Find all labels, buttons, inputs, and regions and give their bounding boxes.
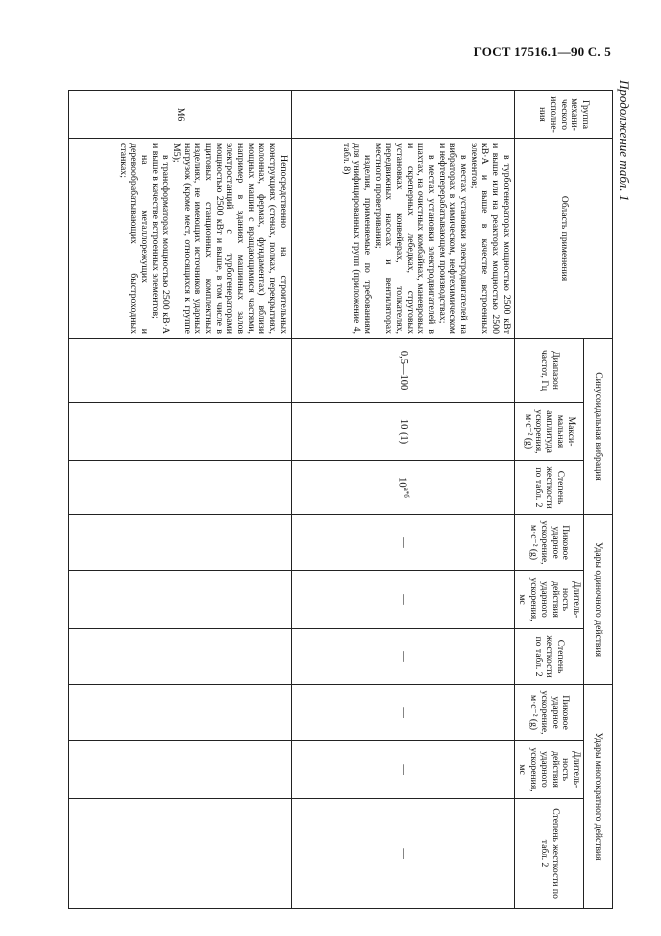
row2-cell — [69, 629, 292, 685]
row1-para: в местах установки электродвигателей в шахтах, на очистных комбайнах, маневровых и скреперных лебедках, струговых установках конвейерах, толкателях, передвижных насосах и вентиляторах местного проветривания; — [372, 143, 437, 334]
row1-freq: 0,5—100 — [291, 339, 514, 403]
col-area-header: Область применения — [514, 139, 612, 339]
row2-cell — [69, 403, 292, 461]
row2-cell — [69, 741, 292, 799]
row2-cell — [69, 461, 292, 515]
col-single-deg: Степень жесткости по табл. 2 — [514, 629, 583, 685]
col-sin-freq: Диапазон частот, Гц — [514, 339, 583, 403]
col-single-dur: Длитель-ность действия ударного ускорения, мс — [514, 571, 583, 629]
col-multi-dur: Длитель-ность действия ударного ускорения, мс — [514, 741, 583, 799]
row2-cell — [69, 515, 292, 571]
row1-deg-sin-value: 10 — [396, 477, 408, 488]
row2-para: Непосредственно на строительных конструкциях (стенах, полках, перекрытиях, колоннах, фермах, фундаментах) вблизи мощных машин с вращающимися частями, например в зданиях машинных залов электростанций с турбогенераторами мощностью 2500 кВт и выше, в том числе в щитовых станционных комплектных изделиях, не имеющих источников ударных нагрузок (кроме мест, относящихся к группе М5); — [171, 143, 289, 334]
row1-multi-peak: — — [291, 685, 514, 741]
row2-group: М6 — [69, 91, 292, 139]
row1-single-dur: — — [291, 571, 514, 629]
row1-para: изделия, применяемые по требованиям для унифицированных групп (приложение 4, табл. 8) — [340, 143, 373, 334]
col-sin-amp: Макси-мальная амплитуда ускорения, м·с⁻² (g) — [514, 403, 583, 461]
row2-cell — [69, 799, 292, 909]
table-row — [69, 91, 292, 909]
col-group-header: Группа механи-ческого исполне-ния — [514, 91, 612, 139]
col-sin-header: Синусоидальная вибрация — [584, 339, 613, 515]
row1-amp: 10 (1) — [291, 403, 514, 461]
row2-area — [69, 139, 292, 339]
row1-single-peak: — — [291, 515, 514, 571]
col-single-header: Удары одиночного действия — [584, 515, 613, 685]
row2-para: в трансформаторах мощностью 2500 кВ·А и выше в качестве встроенных элементов; — [149, 143, 172, 334]
row2-cell — [69, 571, 292, 629]
row1-deg-sin-sup: а*б — [402, 487, 411, 498]
page-header: ГОСТ 17516.1—90 С. 5 — [473, 44, 611, 59]
col-multi-peak: Пиковое ударное ускорение, м·с⁻² (g) — [514, 685, 583, 741]
row2-para: на металлорежущих и деревообрабатывающих быстроходных станках; — [117, 143, 151, 334]
table-row — [291, 91, 514, 909]
col-multi-deg: Степень жесткости по табл. 2 — [514, 799, 583, 909]
col-single-peak: Пиковое ударное ускорение, м·с⁻² (g) — [514, 515, 583, 571]
row1-deg-sin — [291, 461, 514, 515]
rotated-table-container — [68, 90, 613, 908]
col-multi-header: Удары многократного действия — [584, 685, 613, 909]
row1-para: в турбогенераторах мощностью 2500 кВт и выше или на реакторах мощностью 2500 кВ·А и выше в качестве встроенных элементов; — [468, 143, 512, 334]
row2-cell — [69, 339, 292, 403]
specs-table — [68, 90, 613, 909]
row2-cell — [69, 685, 292, 741]
col-sin-deg: Степень жесткости по табл. 2 — [514, 461, 583, 515]
row1-para: в местах установки электродвигателей на вибраторах в химическом, нефтехимическом и нефтеперерабатывающем производствах; — [436, 143, 469, 334]
row1-group — [291, 91, 514, 139]
row1-area — [291, 139, 514, 339]
continuation-label: Продолжение табл. 1 — [617, 80, 632, 202]
row1-multi-deg: — — [291, 799, 514, 909]
row1-single-deg: — — [291, 629, 514, 685]
row1-multi-dur: — — [291, 741, 514, 799]
